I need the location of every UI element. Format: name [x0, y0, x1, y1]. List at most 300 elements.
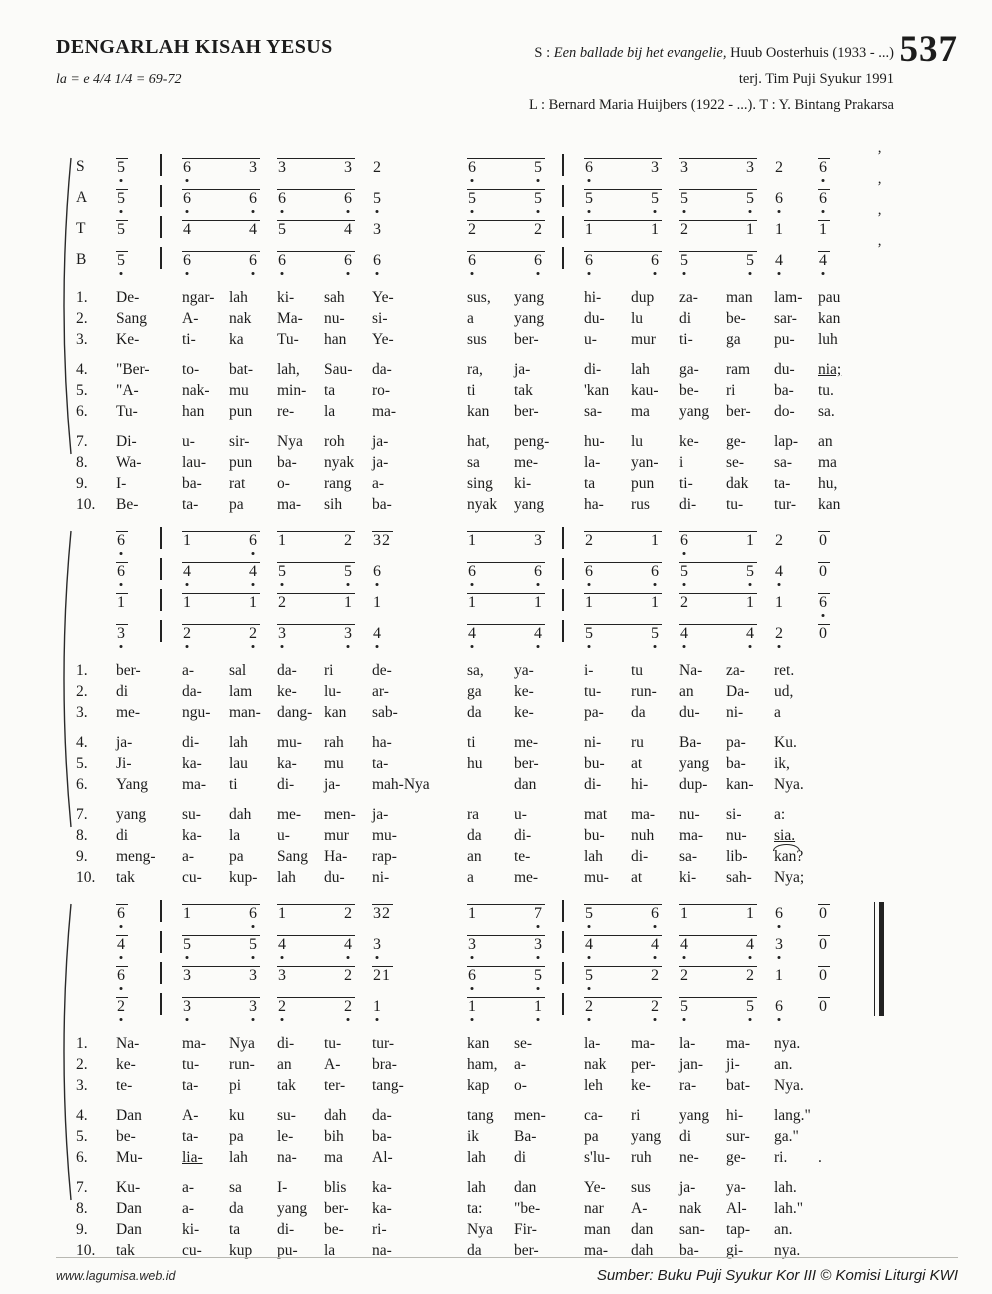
- lyric-syllable: be-: [726, 310, 746, 327]
- note-digit: 1: [468, 998, 476, 1015]
- note-group: [467, 220, 545, 238]
- lyric-slot: [182, 825, 277, 846]
- notation-row: [76, 558, 958, 589]
- lyric-slot: [679, 287, 774, 308]
- lyric-syllable: I-: [277, 1179, 288, 1196]
- lyric-subslot: [584, 1075, 631, 1096]
- lyric-subslot: [467, 660, 514, 681]
- system-brace: [56, 529, 72, 829]
- lyric-syllable: tur-: [774, 496, 797, 513]
- lyric-subslot: [277, 702, 324, 723]
- barline: [160, 900, 162, 922]
- lyric-slot: [584, 380, 679, 401]
- lyric-syllable: lah: [229, 1149, 248, 1166]
- lyric-syllable: be-: [679, 382, 699, 399]
- lyric-syllable: da: [467, 827, 482, 844]
- lyric-syllable: ke-: [631, 1077, 651, 1094]
- lyric-subslot: [277, 867, 324, 888]
- lyric-slot: [116, 401, 160, 422]
- lyric-syllable: sia.: [774, 827, 796, 844]
- note-cell: [116, 966, 160, 984]
- lyric-syllable: bih: [324, 1128, 344, 1145]
- note-group: [818, 220, 830, 238]
- lyric-subslot: [679, 1075, 726, 1096]
- verse-number: 10.: [76, 496, 96, 513]
- lyric-slot: [584, 660, 679, 681]
- lyric-subslot: [277, 1033, 324, 1054]
- lyric-subslot: [182, 308, 229, 329]
- lyric-subslot: [584, 1105, 631, 1126]
- lyric-subslot: [726, 753, 773, 774]
- note-group: [182, 593, 260, 611]
- note-group: [467, 251, 545, 269]
- lyric-syllable: yan-: [631, 454, 659, 471]
- note-cell: [372, 997, 467, 1015]
- lyric-slot: [277, 1198, 372, 1219]
- lyric-subslot: [467, 1126, 514, 1147]
- lyric-subslot: [182, 825, 229, 846]
- lyric-syllable: bat-: [726, 1077, 751, 1094]
- note-digit: 6: [344, 252, 352, 269]
- lyric-subslot: [277, 1105, 324, 1126]
- lyric-syllable: Dan: [116, 1107, 142, 1124]
- credit-translation: terj. Tim Puji Syukur 1991: [738, 71, 894, 88]
- lyric-syllable: di-: [631, 848, 649, 865]
- lyric-slot: [372, 1105, 467, 1126]
- note-digit: 1: [746, 594, 754, 611]
- lyric-syllable: san-: [679, 1221, 705, 1238]
- lyric-syllable: ber-: [726, 403, 751, 420]
- note-group: [182, 189, 260, 207]
- note-digit: 6: [117, 563, 125, 580]
- lyric-slot: [679, 473, 774, 494]
- note-digit: 5: [534, 190, 542, 207]
- lyric-slot: [372, 452, 467, 473]
- note-digit: 2: [344, 998, 352, 1015]
- lyric-syllable: ta:: [467, 1200, 483, 1217]
- lyric-syllable: di: [679, 310, 692, 327]
- lyric-syllable: za-: [679, 289, 698, 306]
- lyric-syllable: lam-: [774, 289, 803, 306]
- lyric-syllable: ter-: [324, 1077, 346, 1094]
- note-group: [818, 904, 830, 922]
- lyric-slot: [467, 804, 562, 825]
- lyric-syllable: lah: [467, 1149, 486, 1166]
- lyric-syllable: ba-: [679, 1242, 699, 1259]
- verse-line: [76, 431, 958, 452]
- lyric-syllable: nar: [584, 1200, 604, 1217]
- note-group: [182, 935, 260, 953]
- lyric-subslot: [514, 452, 561, 473]
- lyric-subslot: [467, 329, 514, 350]
- note-cell: [584, 966, 679, 984]
- note-digit: 5: [746, 252, 754, 269]
- lyric-subslot: [229, 846, 276, 867]
- barline: [160, 962, 162, 984]
- lyric-slot: [774, 1054, 818, 1075]
- lyric-syllable: to-: [182, 361, 200, 378]
- lyric-subslot: [726, 473, 773, 494]
- lyric-subslot: [679, 1219, 726, 1240]
- lyric-syllable: ri: [631, 1107, 641, 1124]
- lyric-subslot: [631, 846, 678, 867]
- bar-cell: [160, 962, 182, 984]
- lyric-subslot: [514, 825, 561, 846]
- lyric-syllable: Ba-: [679, 734, 702, 751]
- lyric-subslot: [229, 287, 276, 308]
- lyric-slot: [116, 1177, 160, 1198]
- verse-line: [76, 1177, 958, 1198]
- note-digit: 5: [585, 905, 593, 922]
- note-digit: 6: [249, 905, 257, 922]
- lyric-subslot: [726, 846, 773, 867]
- lyric-syllable: hi-: [726, 1107, 744, 1124]
- note-group: [818, 562, 830, 580]
- lyric-slot: [182, 431, 277, 452]
- note-digit: 4: [249, 563, 257, 580]
- lyric-slot: [116, 287, 160, 308]
- lyric-slot: [182, 702, 277, 723]
- lyric-syllable: lap-: [774, 433, 799, 450]
- lyric-syllable: ma-: [372, 403, 397, 420]
- lyric-syllable: Ku.: [774, 734, 797, 751]
- lyric-slot: [116, 431, 160, 452]
- lyric-syllable: Ku-: [116, 1179, 141, 1196]
- lyric-slot: [467, 452, 562, 473]
- lyric-subslot: [277, 1177, 324, 1198]
- lyric-subslot: [584, 308, 631, 329]
- lyric-slot: [182, 1147, 277, 1168]
- lyric-syllable: leh: [584, 1077, 603, 1094]
- lyric-subslot: [584, 702, 631, 723]
- lyric-subslot: [679, 1033, 726, 1054]
- note-cell: [116, 251, 160, 269]
- lyric-slot: [584, 494, 679, 515]
- note-digit: 1: [468, 532, 476, 549]
- lyric-syllable: se-: [726, 454, 745, 471]
- lyric-syllable: ka-: [182, 827, 202, 844]
- note-group: [679, 904, 757, 922]
- lyric-syllable: ki-: [514, 475, 532, 492]
- lyric-subslot: [514, 1054, 561, 1075]
- bar-cell: [160, 527, 182, 549]
- verse-line: [76, 1198, 958, 1219]
- lyric-slot: [584, 867, 679, 888]
- lyric-syllable: han: [324, 331, 347, 348]
- note-cell: [372, 593, 467, 611]
- lyric-syllable: sus,: [467, 289, 491, 306]
- note-digit: 1: [183, 905, 191, 922]
- lyric-subslot: [679, 431, 726, 452]
- lyric-slot: [774, 867, 818, 888]
- lyric-syllable: a-: [372, 475, 385, 492]
- lyric-syllable: Nya: [229, 1035, 255, 1052]
- lyric-syllable: man-: [229, 704, 261, 721]
- note-group: [467, 531, 545, 549]
- verse-line: [76, 867, 958, 888]
- notation-row: [76, 210, 958, 247]
- note-group: [679, 158, 757, 176]
- barline: [562, 558, 564, 580]
- note-digit: 1: [183, 532, 191, 549]
- lyric-slot: [182, 1177, 277, 1198]
- note-group: [818, 251, 830, 269]
- music-system: [56, 148, 958, 515]
- lyric-syllable: sih: [324, 496, 343, 513]
- lyric-syllable: kap: [467, 1077, 490, 1094]
- lyric-subslot: [514, 401, 561, 422]
- note-cell: [584, 220, 679, 238]
- lyric-syllable: na-: [277, 1149, 297, 1166]
- note-digit: 2: [775, 159, 783, 176]
- verse-number: 6.: [76, 776, 88, 793]
- note-cell: [679, 158, 774, 176]
- lyric-subslot: [631, 359, 678, 380]
- note-digit: 3: [344, 625, 352, 642]
- lyric-syllable: ba-: [372, 496, 392, 513]
- lyric-syllable: di-: [182, 734, 200, 751]
- lyric-slot: [182, 380, 277, 401]
- lyric-subslot: [631, 804, 678, 825]
- lyric-subslot: [514, 329, 561, 350]
- lyric-subslot: [324, 287, 371, 308]
- lyric-syllable: tap-: [726, 1221, 751, 1238]
- lyric-syllable: sa,: [467, 662, 484, 679]
- lyric-syllable: lah: [584, 848, 603, 865]
- lyric-syllable: rang: [324, 475, 352, 492]
- lyric-slot: [372, 753, 467, 774]
- note-digit: 6: [819, 190, 827, 207]
- lyric-syllable: me-: [116, 704, 141, 721]
- note-cell: [467, 531, 562, 549]
- lyric-syllable: mat: [584, 806, 608, 823]
- lyric-syllable: ma-: [182, 776, 207, 793]
- lyric-subslot: [726, 681, 773, 702]
- lyric-slot: [277, 1219, 372, 1240]
- note-digit: 2: [344, 532, 352, 549]
- note-cell: [774, 966, 818, 984]
- bar-cell: [562, 620, 584, 642]
- note-cell: [467, 158, 562, 176]
- lyric-syllable: ca-: [584, 1107, 603, 1124]
- bar-cell: [160, 993, 182, 1015]
- note-digit: 1: [585, 221, 593, 238]
- lyric-syllable: ta: [229, 1221, 241, 1238]
- lyric-syllable: me-: [514, 734, 539, 751]
- bar-cell: [160, 558, 182, 580]
- lyric-syllable: ma: [631, 403, 650, 420]
- note-group: [372, 935, 384, 953]
- lyric-subslot: [277, 753, 324, 774]
- lyric-syllable: hi-: [631, 776, 649, 793]
- verse-number: 6.: [76, 403, 88, 420]
- note-digit: 5: [468, 190, 476, 207]
- note-group: [584, 997, 662, 1015]
- lyric-subslot: [631, 1147, 678, 1168]
- lyric-slot: [116, 1219, 160, 1240]
- note-digit: 6: [183, 252, 191, 269]
- lyric-syllable: "A-: [116, 382, 139, 399]
- lyric-syllable: ba-: [372, 1128, 392, 1145]
- lyric-slot: [774, 825, 818, 846]
- note-digit: 2: [534, 221, 542, 238]
- lyric-slot: [679, 1219, 774, 1240]
- note-digit: 2: [651, 998, 659, 1015]
- note-cell: [182, 997, 277, 1015]
- lyric-subslot: [277, 846, 324, 867]
- note-cell: [774, 904, 818, 922]
- note-digit: 1: [775, 221, 783, 238]
- note-cell: [182, 935, 277, 953]
- note-digit: 5: [680, 563, 688, 580]
- note-digit: 2: [373, 967, 381, 984]
- note-group: [182, 562, 260, 580]
- lyric-slot: [774, 401, 818, 422]
- lyric-subslot: [229, 804, 276, 825]
- lyric-slot: [116, 329, 160, 350]
- lyric-slot: [774, 494, 818, 515]
- note-group: [467, 562, 545, 580]
- lyric-syllable: tu.: [818, 382, 834, 399]
- lyric-slot: [774, 359, 818, 380]
- lyric-slot: [467, 380, 562, 401]
- lyric-subslot: [726, 452, 773, 473]
- lyric-syllable: an: [467, 848, 482, 865]
- lyric-slot: [116, 494, 160, 515]
- lyric-syllable: ber-: [514, 755, 539, 772]
- lyric-subslot: [182, 774, 229, 795]
- note-cell: [584, 158, 679, 176]
- note-digit: 5: [746, 563, 754, 580]
- note-cell: [467, 593, 562, 611]
- verse-group: [76, 1105, 958, 1168]
- lyric-syllable: te-: [116, 1077, 133, 1094]
- lyric-slot: [467, 825, 562, 846]
- note-digit: 1: [468, 905, 476, 922]
- lyric-slot: [277, 308, 372, 329]
- lyric-syllable: run-: [229, 1056, 255, 1073]
- lyric-subslot: [467, 308, 514, 329]
- note-group: [372, 251, 384, 269]
- lyric-subslot: [726, 1198, 773, 1219]
- note-digit: 1: [775, 967, 783, 984]
- note-digit: 6: [468, 563, 476, 580]
- music-system: [56, 900, 958, 1261]
- note-group: [774, 966, 786, 984]
- note-group: [277, 531, 355, 549]
- lyric-slot: [372, 431, 467, 452]
- lyric-subslot: [631, 681, 678, 702]
- lyric-subslot: [467, 494, 514, 515]
- lyric-subslot: [324, 1198, 371, 1219]
- lyric-syllable: Ma-: [277, 310, 303, 327]
- notation-row: [76, 148, 958, 185]
- note-cell: [182, 189, 277, 207]
- note-digit: 1: [278, 905, 286, 922]
- lyric-syllable: di-: [584, 361, 602, 378]
- lyric-subslot: [584, 1147, 631, 1168]
- lyric-slot: [372, 825, 467, 846]
- lyric-syllable: kau-: [631, 382, 659, 399]
- note-group: [774, 935, 786, 953]
- lyric-syllable: mu: [324, 755, 344, 772]
- lyric-slot: [584, 359, 679, 380]
- lyric-syllable: sing: [467, 475, 493, 492]
- note-digit: 6: [819, 159, 827, 176]
- lyric-syllable: sa-: [774, 454, 793, 471]
- lyric-subslot: [467, 753, 514, 774]
- lyric-subslot: [726, 702, 773, 723]
- lyric-slot: [182, 1126, 277, 1147]
- lyric-subslot: [467, 867, 514, 888]
- note-group: [774, 531, 786, 549]
- note-digit: 6: [249, 190, 257, 207]
- lyric-slot: [467, 329, 562, 350]
- lyric-syllable: ba-: [277, 454, 297, 471]
- lyric-subslot: [182, 1198, 229, 1219]
- lyric-syllable: kan: [818, 496, 841, 513]
- note-digit: 1: [534, 998, 542, 1015]
- page-header: [56, 29, 958, 140]
- bar-cell: [562, 900, 584, 922]
- note-digit: 4: [746, 936, 754, 953]
- lyric-slot: [818, 380, 874, 401]
- lyric-subslot: [726, 660, 773, 681]
- lyric-subslot: [726, 774, 773, 795]
- lyric-syllable: ma: [324, 1149, 343, 1166]
- note-digit: 5: [117, 221, 125, 238]
- lyric-syllable: re-: [277, 403, 295, 420]
- barline: [562, 216, 564, 238]
- lyric-subslot: [726, 1075, 773, 1096]
- lyric-syllable: ra,: [467, 361, 483, 378]
- lyric-syllable: lu: [631, 433, 644, 450]
- note-cell: [818, 904, 874, 922]
- lyric-syllable: lam: [229, 683, 253, 700]
- lyric-slot: [467, 867, 562, 888]
- lyric-slot: [584, 681, 679, 702]
- lyric-subslot: [726, 431, 773, 452]
- note-group: [774, 562, 786, 580]
- lyric-subslot: [514, 1147, 561, 1168]
- lyric-syllable: ne-: [679, 1149, 699, 1166]
- note-group: [584, 624, 662, 642]
- verse-line: [76, 804, 958, 825]
- note-digit: 5: [680, 190, 688, 207]
- lyric-syllable: lu: [631, 310, 644, 327]
- notation-row: [76, 179, 958, 216]
- lyric-slot: [679, 380, 774, 401]
- lyric-syllable: ti-: [182, 331, 196, 348]
- lyric-slot: [277, 1054, 372, 1075]
- lyric-syllable: Ha-: [324, 848, 348, 865]
- lyric-slot: [372, 1126, 467, 1147]
- lyric-slot: [372, 473, 467, 494]
- lyric-syllable: pa: [229, 496, 244, 513]
- lyric-subslot: [514, 1075, 561, 1096]
- lyric-syllable: lah,: [277, 361, 300, 378]
- lyric-syllable: di-: [277, 776, 295, 793]
- lyric-slot: [277, 753, 372, 774]
- note-cell: [467, 966, 562, 984]
- lyric-subslot: [182, 380, 229, 401]
- lyric-slot: [679, 804, 774, 825]
- lyric-subslot: [324, 1075, 371, 1096]
- note-group: [372, 966, 393, 984]
- lyric-subslot: [324, 681, 371, 702]
- lyric-subslot: [679, 825, 726, 846]
- lyric-slot: [679, 431, 774, 452]
